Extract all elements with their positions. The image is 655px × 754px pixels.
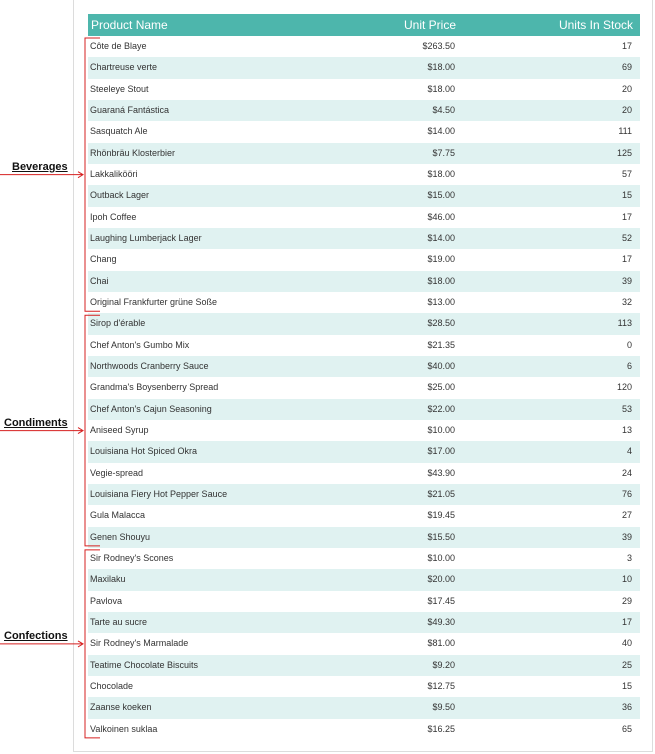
unit-price-cell: $18.00	[427, 62, 455, 73]
product-name-cell: Steeleye Stout	[90, 83, 149, 94]
header-units-in-stock: Units In Stock	[558, 18, 633, 32]
product-name-cell: Chartreuse verte	[90, 62, 158, 73]
units-in-stock-cell: 125	[616, 147, 632, 158]
product-name-cell: Rhönbräu Klosterbier	[90, 147, 176, 158]
unit-price-cell: $15.00	[427, 190, 455, 201]
group-label-condiments: Condiments	[4, 416, 68, 429]
units-in-stock-cell: 20	[621, 104, 632, 115]
units-in-stock-cell: 17	[621, 254, 632, 265]
product-name-cell: Ipoh Coffee	[90, 211, 137, 222]
units-in-stock-cell: 17	[621, 616, 632, 627]
product-name-cell: Northwoods Cranberry Sauce	[90, 360, 209, 371]
group-label-confections: Confections	[4, 629, 68, 642]
units-in-stock-cell: 13	[621, 424, 632, 435]
units-in-stock-cell: 53	[621, 403, 632, 414]
unit-price-cell: $21.05	[427, 488, 455, 499]
header-product-name: Product Name	[91, 18, 168, 32]
product-name-cell: Grandma's Boysenberry Spread	[90, 382, 219, 393]
unit-price-cell: $18.00	[427, 83, 455, 94]
units-in-stock-cell: 17	[621, 211, 632, 222]
units-in-stock-cell: 24	[621, 467, 632, 478]
unit-price-cell: $40.00	[427, 360, 455, 371]
units-in-stock-cell: 4	[626, 446, 632, 457]
units-in-stock-cell: 3	[626, 552, 632, 563]
units-in-stock-cell: 10	[621, 574, 632, 585]
group-bracket	[85, 550, 100, 738]
units-in-stock-cell: 0	[626, 339, 632, 350]
product-name-cell: Outback Lager	[90, 190, 150, 201]
units-in-stock-cell: 76	[621, 488, 632, 499]
unit-price-cell: $22.00	[427, 403, 455, 414]
product-name-cell: Pavlova	[90, 595, 123, 606]
group-bracket	[85, 38, 100, 311]
unit-price-cell: $19.45	[427, 510, 455, 521]
units-in-stock-cell: 36	[621, 702, 632, 713]
unit-price-cell: $4.50	[432, 104, 455, 115]
product-name-cell: Maxilaku	[90, 574, 126, 585]
product-name-cell: Sir Rodney's Scones	[90, 552, 174, 563]
units-in-stock-cell: 25	[621, 659, 632, 670]
units-in-stock-cell: 111	[618, 126, 632, 137]
product-name-cell: Sasquatch Ale	[90, 126, 148, 137]
units-in-stock-cell: 29	[621, 595, 632, 606]
units-in-stock-cell: 20	[621, 83, 632, 94]
product-name-cell: Chef Anton's Cajun Seasoning	[90, 403, 212, 414]
unit-price-cell: $21.35	[427, 339, 455, 350]
product-name-cell: Chocolade	[90, 680, 134, 691]
unit-price-cell: $81.00	[427, 638, 455, 649]
units-in-stock-cell: 39	[621, 275, 632, 286]
unit-price-cell: $16.25	[427, 723, 455, 734]
product-name-cell: Aniseed Syrup	[90, 424, 149, 435]
unit-price-cell: $9.50	[432, 702, 455, 713]
product-name-cell: Zaanse koeken	[90, 702, 152, 713]
unit-price-cell: $43.90	[427, 467, 455, 478]
product-name-cell: Gula Malacca	[90, 510, 146, 521]
units-in-stock-cell: 39	[621, 531, 632, 542]
product-name-cell: Genen Shouyu	[90, 531, 151, 542]
units-in-stock-cell: 15	[621, 190, 632, 201]
product-name-cell: Tarte au sucre	[90, 616, 148, 627]
units-in-stock-cell: 120	[616, 382, 632, 393]
unit-price-cell: $20.00	[427, 574, 455, 585]
unit-price-cell: $18.00	[427, 168, 455, 179]
product-name-cell: Chang	[90, 254, 117, 265]
product-name-cell: Louisiana Fiery Hot Pepper Sauce	[90, 488, 228, 499]
product-name-cell: Côte de Blaye	[90, 41, 147, 51]
product-name-cell: Valkoinen suklaa	[90, 723, 158, 734]
unit-price-cell: $14.00	[427, 232, 455, 243]
product-name-cell: Vegie-spread	[90, 467, 144, 478]
product-name-cell: Lakkalikööri	[90, 168, 138, 179]
units-in-stock-cell: 57	[621, 168, 632, 179]
unit-price-cell: $17.45	[427, 595, 455, 606]
unit-price-cell: $12.75	[427, 680, 455, 691]
product-name-cell: Chef Anton's Gumbo Mix	[90, 339, 190, 350]
units-in-stock-cell: 27	[621, 510, 632, 521]
product-name-cell: Sirop d'érable	[90, 318, 146, 329]
product-name-cell: Sir Rodney's Marmalade	[90, 638, 189, 649]
product-name-cell: Teatime Chocolate Biscuits	[90, 659, 199, 670]
units-in-stock-cell: 6	[626, 360, 632, 371]
units-in-stock-cell: 52	[621, 232, 632, 243]
unit-price-cell: $46.00	[427, 211, 455, 222]
product-name-cell: Louisiana Hot Spiced Okra	[90, 446, 198, 457]
units-in-stock-cell: 65	[621, 723, 632, 734]
unit-price-cell: $19.00	[427, 254, 455, 265]
units-in-stock-cell: 113	[617, 318, 632, 329]
header-unit-price: Unit Price	[403, 18, 456, 32]
unit-price-cell: $49.30	[427, 616, 455, 627]
unit-price-cell: $7.75	[432, 147, 455, 158]
unit-price-cell: $17.00	[427, 446, 455, 457]
unit-price-cell: $18.00	[427, 275, 455, 286]
product-name-cell: Chai	[90, 275, 109, 286]
units-in-stock-cell: 32	[621, 296, 632, 307]
product-name-cell: Original Frankfurter grüne Soße	[90, 296, 218, 307]
unit-price-cell: $25.00	[427, 382, 455, 393]
units-in-stock-cell: 15	[621, 680, 632, 691]
product-name-cell: Laughing Lumberjack Lager	[90, 232, 202, 243]
units-in-stock-cell: 40	[621, 638, 632, 649]
unit-price-cell: $9.20	[432, 659, 455, 670]
units-in-stock-cell: 17	[621, 41, 632, 51]
group-label-beverages: Beverages	[12, 160, 68, 173]
units-in-stock-cell: 69	[621, 62, 632, 73]
unit-price-cell: $28.50	[427, 318, 455, 329]
unit-price-cell: $10.00	[427, 424, 455, 435]
unit-price-cell: $263.50	[422, 41, 455, 51]
group-bracket	[85, 315, 100, 546]
unit-price-cell: $14.00	[427, 126, 455, 137]
product-name-cell: Guaraná Fantástica	[90, 104, 170, 115]
unit-price-cell: $15.50	[427, 531, 455, 542]
unit-price-cell: $10.00	[427, 552, 455, 563]
unit-price-cell: $13.00	[427, 296, 455, 307]
